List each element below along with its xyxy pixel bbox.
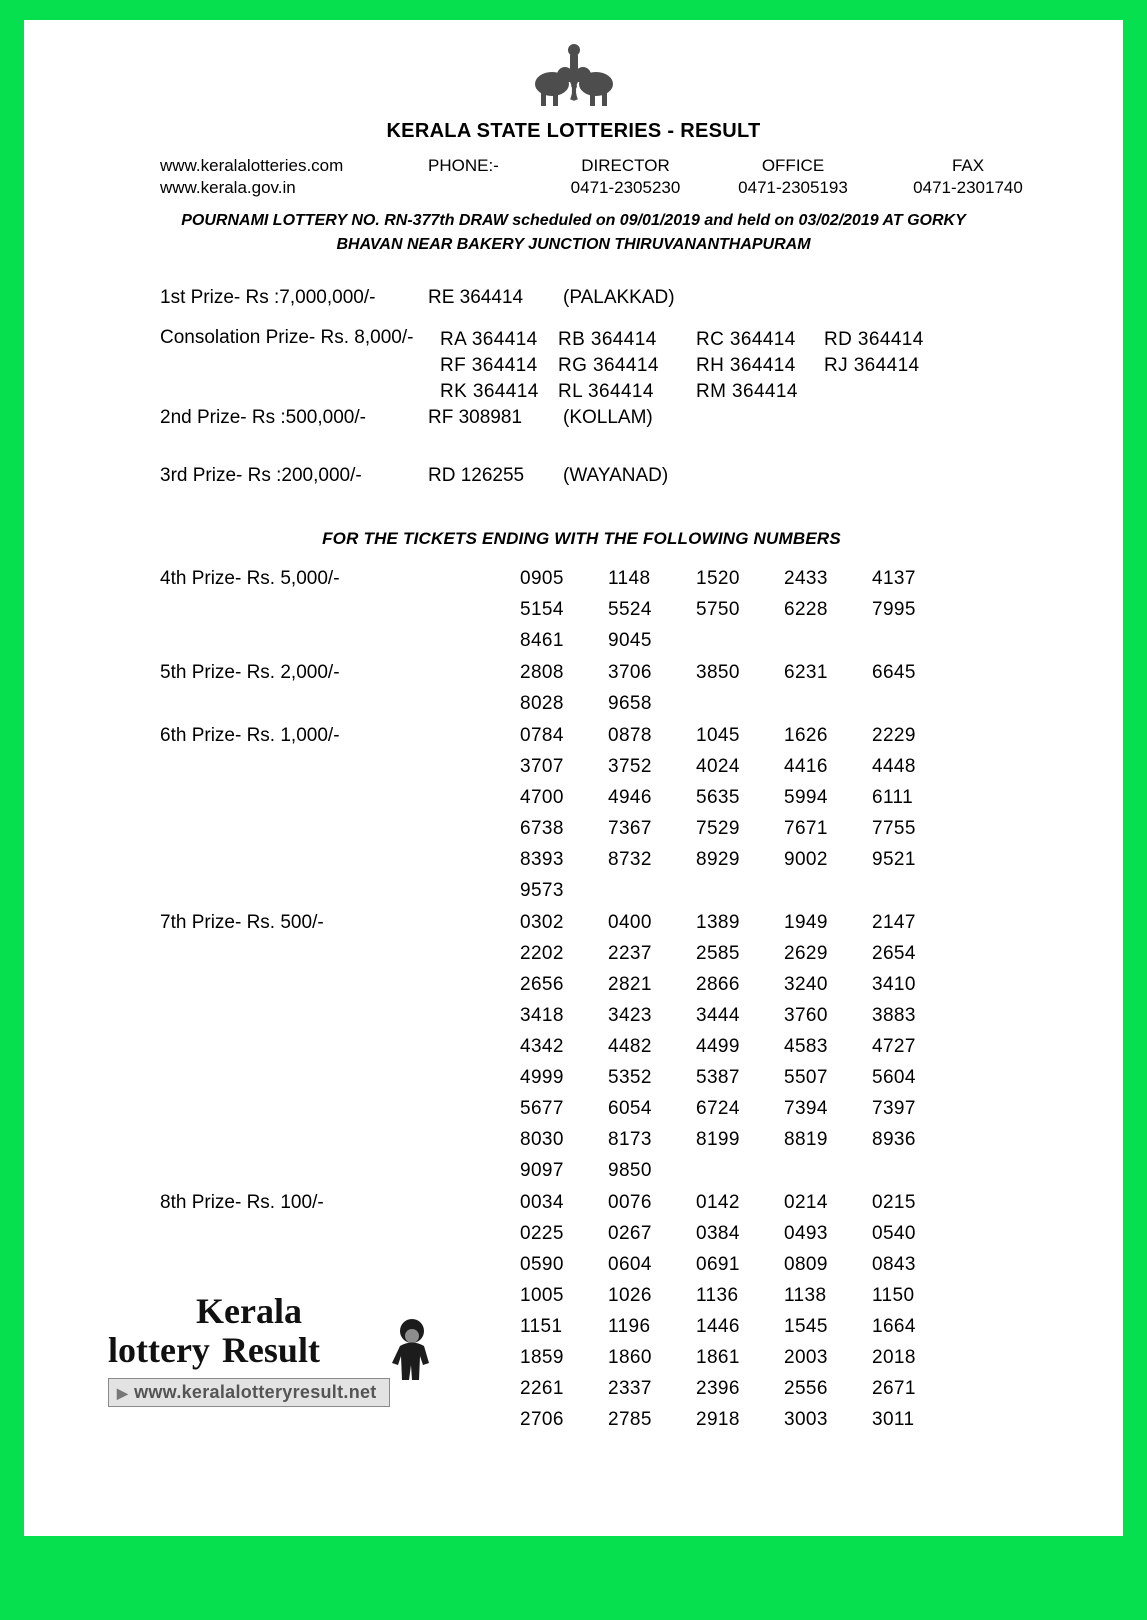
result-document xyxy=(24,20,1123,1536)
ticket-number: 0302 xyxy=(520,912,564,933)
director-label: DIRECTOR xyxy=(581,156,670,175)
ticket-number: 2866 xyxy=(696,974,740,995)
ticket-number: 9521 xyxy=(872,849,916,870)
logo-mascot-icon xyxy=(386,1318,438,1391)
ticket-number: 0076 xyxy=(608,1192,652,1213)
ticket-number: 3423 xyxy=(608,1005,652,1026)
ticket-number: 9573 xyxy=(520,880,564,901)
ticket-numbers xyxy=(520,720,960,906)
ticket-number: 8461 xyxy=(520,630,564,651)
ticket-number: 8936 xyxy=(872,1129,916,1150)
ticket-number: 0540 xyxy=(872,1223,916,1244)
ticket-number: 1196 xyxy=(608,1316,651,1337)
winning-ticket: RD 126255 xyxy=(428,465,525,486)
ticket-number: 8929 xyxy=(696,849,740,870)
ticket-number: 8173 xyxy=(608,1129,652,1150)
ticket-number: 5387 xyxy=(696,1067,740,1088)
ticket-number: 3011 xyxy=(872,1409,915,1430)
ticket-number: 6231 xyxy=(784,662,828,683)
logo-word-result: Result xyxy=(221,1330,320,1370)
consolation-prize-row xyxy=(160,327,1003,405)
ticket-number: 3707 xyxy=(520,756,564,777)
ticket-number: 9045 xyxy=(608,630,652,651)
ticket-number: 3883 xyxy=(872,1005,916,1026)
ticket-number: 2918 xyxy=(696,1409,740,1430)
prize-label: 6th Prize- Rs. 1,000/- xyxy=(160,725,340,746)
ticket-number: 1545 xyxy=(784,1316,828,1337)
ticket-number: 6645 xyxy=(872,662,916,683)
kerala-government-emblem xyxy=(24,38,1123,114)
ticket-number: 8732 xyxy=(608,849,652,870)
ticket-number: 4024 xyxy=(696,756,740,777)
ticket-number: 3760 xyxy=(784,1005,828,1026)
second-prize-row xyxy=(160,407,1003,429)
consolation-ticket: RG 364414 xyxy=(558,355,659,376)
ticket-number: 0843 xyxy=(872,1254,916,1275)
consolation-ticket: RK 364414 xyxy=(440,381,539,402)
consolation-ticket: RJ 364414 xyxy=(824,355,920,376)
ticket-numbers xyxy=(520,907,960,1186)
ticket-number: 5994 xyxy=(784,787,828,808)
ticket-numbers xyxy=(520,563,960,656)
ticket-number: 0691 xyxy=(696,1254,740,1275)
ticket-number: 0142 xyxy=(696,1192,740,1213)
prize-label: 4th Prize- Rs. 5,000/- xyxy=(160,568,340,589)
ticket-number: 4946 xyxy=(608,787,652,808)
ticket-number: 1664 xyxy=(872,1316,916,1337)
ticket-number: 7671 xyxy=(784,818,828,839)
ticket-number: 0400 xyxy=(608,912,652,933)
ticket-number: 2229 xyxy=(872,725,916,746)
logo-word-kerala: Kerala xyxy=(196,1291,302,1331)
consolation-ticket: RF 364414 xyxy=(440,355,538,376)
consolation-ticket: RH 364414 xyxy=(696,355,796,376)
ticket-number: 1148 xyxy=(608,568,651,589)
ticket-number: 4137 xyxy=(872,568,916,589)
ticket-numbers xyxy=(520,1187,960,1435)
ticket-number: 1150 xyxy=(872,1285,915,1306)
ticket-number: 2337 xyxy=(608,1378,652,1399)
ticket-number: 2629 xyxy=(784,943,828,964)
third-prize-row xyxy=(160,465,1003,487)
ticket-number: 1859 xyxy=(520,1347,564,1368)
prize-label: 7th Prize- Rs. 500/- xyxy=(160,912,324,933)
ticket-number: 0034 xyxy=(520,1192,564,1213)
ticket-number: 2656 xyxy=(520,974,564,995)
consolation-ticket: RC 364414 xyxy=(696,329,796,350)
winning-place: (KOLLAM) xyxy=(563,407,653,428)
ticket-number: 5750 xyxy=(696,599,740,620)
ticket-number: 1026 xyxy=(608,1285,652,1306)
ticket-number: 7529 xyxy=(696,818,740,839)
ticket-number: 7397 xyxy=(872,1098,916,1119)
logo-word-lottery: lottery xyxy=(108,1330,210,1370)
ticket-number: 0267 xyxy=(608,1223,652,1244)
winning-place: (WAYANAD) xyxy=(563,465,669,486)
consolation-numbers xyxy=(440,327,954,405)
ticket-number: 1136 xyxy=(696,1285,739,1306)
ticket-number: 0225 xyxy=(520,1223,564,1244)
ticket-number: 3240 xyxy=(784,974,828,995)
ticket-number: 1860 xyxy=(608,1347,652,1368)
ticket-number: 5604 xyxy=(872,1067,916,1088)
ticket-number: 7995 xyxy=(872,599,916,620)
ticket-number: 7394 xyxy=(784,1098,828,1119)
ticket-number: 1949 xyxy=(784,912,828,933)
ticket-number: 0878 xyxy=(608,725,652,746)
ticket-number: 4342 xyxy=(520,1036,564,1057)
ticket-number: 8028 xyxy=(520,693,564,714)
office-number: 0471-2305193 xyxy=(738,178,848,197)
ticket-number: 6054 xyxy=(608,1098,652,1119)
ticket-number: 1446 xyxy=(696,1316,740,1337)
ticket-number: 4416 xyxy=(784,756,828,777)
ticket-number: 8030 xyxy=(520,1129,564,1150)
ticket-number: 5677 xyxy=(520,1098,564,1119)
winning-ticket: RF 308981 xyxy=(428,407,523,428)
ticket-number: 5507 xyxy=(784,1067,828,1088)
ticket-number: 2433 xyxy=(784,568,828,589)
ticket-number: 9850 xyxy=(608,1160,652,1181)
ticket-number: 2556 xyxy=(784,1378,828,1399)
ticket-number: 1389 xyxy=(696,912,740,933)
consolation-ticket: RD 364414 xyxy=(824,329,924,350)
consolation-ticket: RB 364414 xyxy=(558,329,657,350)
ticket-number: 3410 xyxy=(872,974,916,995)
phone-label: PHONE:- xyxy=(428,156,499,175)
prize-label: Consolation Prize- Rs. 8,000/- xyxy=(160,327,414,348)
ticket-number: 3850 xyxy=(696,662,740,683)
ticket-number: 0905 xyxy=(520,568,564,589)
ticket-number: 6111 xyxy=(872,787,914,808)
prize-label: 2nd Prize- Rs :500,000/- xyxy=(160,407,366,428)
ticket-number: 0809 xyxy=(784,1254,828,1275)
spacer xyxy=(428,177,538,199)
ticket-number: 8819 xyxy=(784,1129,828,1150)
ticket-number: 0214 xyxy=(784,1192,828,1213)
ticket-number: 2808 xyxy=(520,662,564,683)
draw-info: POURNAMI LOTTERY NO. RN-377th DRAW scheduled on 09/01/2019 and held on 03/02/2019 AT GORKY BHAVAN NEAR BAKERY JUNCTION THIRUVANANTHAPURAM xyxy=(181,212,966,253)
ticket-number: 9658 xyxy=(608,693,652,714)
fax-number: 0471-2301740 xyxy=(913,178,1023,197)
website-keralalotteries: www.keralalotteries.com xyxy=(160,156,344,175)
ticket-number: 2396 xyxy=(696,1378,740,1399)
ticket-number: 0784 xyxy=(520,725,564,746)
arrow-icon: ▶ xyxy=(117,1385,129,1401)
ticket-number: 3444 xyxy=(696,1005,740,1026)
consolation-ticket: RA 364414 xyxy=(440,329,538,350)
ticket-number: 2706 xyxy=(520,1409,564,1430)
ticket-number: 1138 xyxy=(784,1285,827,1306)
ticket-number: 5154 xyxy=(520,599,564,620)
ticket-number: 5524 xyxy=(608,599,652,620)
prize-label: 5th Prize- Rs. 2,000/- xyxy=(160,662,340,683)
ticket-number: 2821 xyxy=(608,974,652,995)
ending-prize-section xyxy=(160,657,1003,719)
ticket-number: 4482 xyxy=(608,1036,652,1057)
ticket-number: 0215 xyxy=(872,1192,916,1213)
ticket-number: 1626 xyxy=(784,725,828,746)
ticket-number: 2147 xyxy=(872,912,916,933)
ending-numbers-heading: FOR THE TICKETS ENDING WITH THE FOLLOWING NUMBERS xyxy=(322,529,841,548)
ticket-number: 4583 xyxy=(784,1036,828,1057)
ticket-number: 3003 xyxy=(784,1409,828,1430)
ticket-number: 2202 xyxy=(520,943,564,964)
ticket-number: 3706 xyxy=(608,662,652,683)
first-prize-row xyxy=(160,287,1003,309)
ticket-number: 2261 xyxy=(520,1378,564,1399)
director-number: 0471-2305230 xyxy=(570,178,681,197)
office-label: OFFICE xyxy=(761,156,825,175)
ticket-number: 0493 xyxy=(784,1223,828,1244)
ticket-number: 1045 xyxy=(696,725,740,746)
ticket-numbers xyxy=(520,657,960,719)
ending-prize-section xyxy=(160,720,1003,906)
logo-url-bar xyxy=(108,1378,390,1407)
prize-label: 1st Prize- Rs :7,000,000/- xyxy=(160,287,376,308)
consolation-ticket: RL 364414 xyxy=(558,381,654,402)
ticket-number: 0590 xyxy=(520,1254,564,1275)
ticket-number: 6738 xyxy=(520,818,564,839)
website-kerala-gov: www.kerala.gov.in xyxy=(160,178,296,197)
ticket-number: 2237 xyxy=(608,943,652,964)
ticket-number: 4499 xyxy=(696,1036,740,1057)
fax-label: FAX xyxy=(951,156,985,175)
consolation-ticket: RM 364414 xyxy=(696,381,798,402)
ticket-number: 2003 xyxy=(784,1347,828,1368)
ticket-number: 2585 xyxy=(696,943,740,964)
ticket-number: 7755 xyxy=(872,818,916,839)
contact-info xyxy=(160,155,1123,199)
ticket-number: 3418 xyxy=(520,1005,564,1026)
ticket-number: 1005 xyxy=(520,1285,564,1306)
ticket-number: 4448 xyxy=(872,756,916,777)
site-logo xyxy=(108,1292,448,1407)
ticket-number: 4999 xyxy=(520,1067,564,1088)
ticket-number: 2671 xyxy=(872,1378,916,1399)
emblem-graphic xyxy=(528,38,620,114)
winning-ticket: RE 364414 xyxy=(428,287,524,308)
ticket-number: 8199 xyxy=(696,1129,740,1150)
ticket-number: 3752 xyxy=(608,756,652,777)
ticket-number: 2654 xyxy=(872,943,916,964)
ticket-number: 5352 xyxy=(608,1067,652,1088)
ticket-number: 7367 xyxy=(608,818,652,839)
prize-label: 3rd Prize- Rs :200,000/- xyxy=(160,465,362,486)
ending-prize-section xyxy=(160,907,1003,1186)
ticket-number: 9097 xyxy=(520,1160,564,1181)
ticket-number: 4727 xyxy=(872,1036,916,1057)
ticket-number: 6724 xyxy=(696,1098,740,1119)
ticket-number: 2018 xyxy=(872,1347,916,1368)
ticket-number: 9002 xyxy=(784,849,828,870)
ticket-number: 8393 xyxy=(520,849,564,870)
ending-prize-section xyxy=(160,563,1003,656)
ticket-number: 1861 xyxy=(696,1347,740,1368)
prize-label: 8th Prize- Rs. 100/- xyxy=(160,1192,324,1213)
ticket-number: 1151 xyxy=(520,1316,563,1337)
ticket-number: 6228 xyxy=(784,599,828,620)
ticket-number: 5635 xyxy=(696,787,740,808)
logo-url: www.keralalotteryresult.net xyxy=(134,1382,377,1402)
ticket-number: 4700 xyxy=(520,787,564,808)
ticket-number: 1520 xyxy=(696,568,740,589)
page-title: KERALA STATE LOTTERIES - RESULT xyxy=(386,120,761,142)
ticket-number: 0384 xyxy=(696,1223,740,1244)
winning-place: (PALAKKAD) xyxy=(563,287,675,308)
ticket-number: 2785 xyxy=(608,1409,652,1430)
ticket-number: 0604 xyxy=(608,1254,652,1275)
